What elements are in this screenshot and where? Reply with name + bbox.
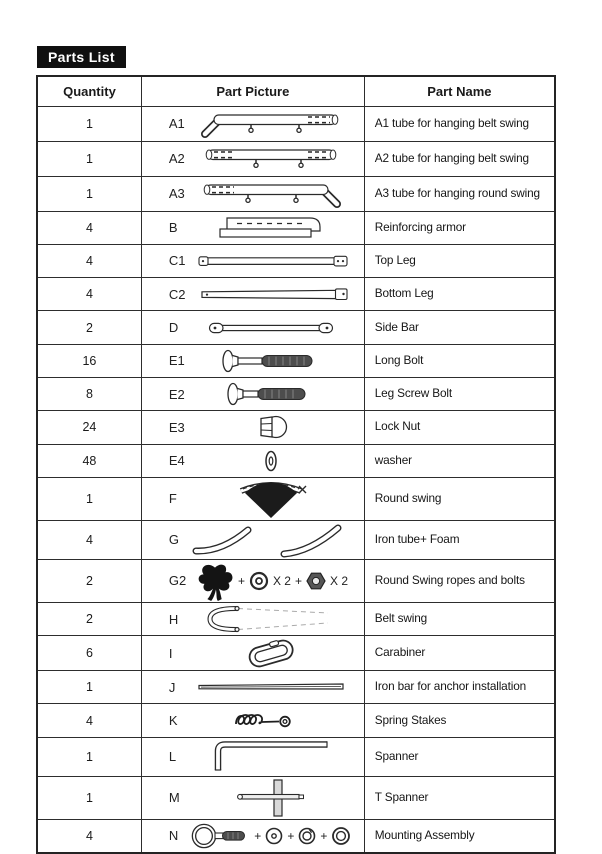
part-picture-cell [141, 377, 364, 410]
part-label: K [168, 713, 178, 729]
table-row [37, 444, 555, 477]
quantity-value: 4 [37, 520, 141, 559]
part-picture [184, 822, 364, 850]
part-label: J [168, 679, 176, 695]
table-row [37, 278, 555, 311]
tube-hanging-left-icon [196, 107, 346, 141]
part-label: G [168, 532, 180, 548]
part-label: L [168, 749, 177, 765]
header-part-picture: Part Picture [141, 76, 364, 106]
part-label: H [168, 611, 179, 627]
part-name: Bottom Leg [364, 278, 555, 311]
table-row [37, 211, 555, 244]
part-name: Side Bar [364, 311, 555, 344]
table-row [37, 141, 555, 176]
picture-text: + [254, 828, 262, 843]
quantity-value: 24 [37, 411, 141, 444]
part-label: C1 [168, 253, 186, 269]
part-picture-cell [141, 311, 364, 344]
part-picture-cell [141, 477, 364, 520]
top-leg-tube-icon [192, 252, 352, 270]
table-row [37, 176, 555, 211]
part-picture [185, 412, 364, 442]
tube-straight-icon [196, 142, 346, 176]
quantity-value: 1 [37, 737, 141, 776]
quantity-value: 4 [37, 278, 141, 311]
part-name: Reinforcing armor [364, 211, 555, 244]
table-row [37, 520, 555, 559]
part-picture-cell [141, 106, 364, 141]
part-picture [184, 521, 364, 559]
part-label: M [168, 790, 180, 806]
part-picture [185, 142, 364, 176]
table-row [37, 244, 555, 277]
belt-swing-icon [196, 603, 346, 635]
part-picture [184, 603, 364, 635]
part-picture [186, 252, 364, 270]
part-picture-cell [141, 141, 364, 176]
quantity-value: 2 [37, 559, 141, 602]
parts-table [36, 75, 556, 854]
table-row [37, 704, 555, 737]
part-picture [185, 107, 364, 141]
quantity-value: 1 [37, 671, 141, 704]
spring-stake-icon [232, 709, 310, 733]
part-picture-cell [141, 602, 364, 635]
quantity-value: 4 [37, 211, 141, 244]
table-row [37, 377, 555, 410]
part-picture [186, 560, 364, 602]
part-label: A2 [168, 151, 185, 166]
part-picture-cell [141, 344, 364, 377]
part-name: Leg Screw Bolt [364, 377, 555, 410]
part-picture [184, 777, 364, 819]
eye-bolt-icon [189, 822, 251, 850]
header-part-name: Part Name [364, 76, 555, 106]
part-label: B [168, 220, 178, 236]
table-row [37, 477, 555, 520]
table-row [37, 671, 555, 704]
part-label: A1 [168, 116, 185, 131]
part-name: Top Leg [364, 244, 555, 277]
part-name: Iron tube+ Foam [364, 520, 555, 559]
part-name: Mounting Assembly [364, 819, 555, 852]
washer-front-icon [264, 826, 284, 846]
quantity-value: 8 [37, 377, 141, 410]
part-label: E3 [168, 419, 185, 435]
bottom-leg-tube-icon [192, 285, 352, 303]
reinforcing-armor-icon [211, 213, 331, 243]
part-picture-cell [141, 737, 364, 776]
leg-screw-bolt-icon [221, 381, 321, 407]
lock-nut-icon [251, 412, 291, 442]
ring-washer-icon [248, 570, 270, 592]
part-picture [184, 709, 364, 733]
part-picture [184, 636, 364, 670]
table-row [37, 344, 555, 377]
part-name: T Spanner [364, 776, 555, 819]
table-header-row [37, 76, 555, 106]
part-picture-cell [141, 776, 364, 819]
part-picture-cell [141, 819, 364, 852]
table-row [37, 737, 555, 776]
table-row [37, 311, 555, 344]
quantity-value: 1 [37, 141, 141, 176]
part-name: Round Swing ropes and bolts [364, 559, 555, 602]
part-name: Spanner [364, 737, 555, 776]
quantity-value: 1 [37, 176, 141, 211]
part-picture-cell [141, 559, 364, 602]
part-label: I [168, 645, 173, 661]
picture-text: + [287, 828, 295, 843]
part-name: Spring Stakes [364, 704, 555, 737]
part-name: washer [364, 444, 555, 477]
tube-hanging-right-icon [196, 177, 346, 211]
long-bolt-icon [216, 348, 326, 374]
rope-knot-icon [195, 560, 235, 602]
quantity-value: 2 [37, 602, 141, 635]
part-label: E4 [168, 453, 185, 469]
part-name: A3 tube for hanging round swing [364, 176, 555, 211]
picture-text: X 2 [330, 573, 349, 588]
part-name: A1 tube for hanging belt swing [364, 106, 555, 141]
part-label: D [168, 320, 179, 336]
part-picture [184, 682, 364, 692]
part-name: Lock Nut [364, 411, 555, 444]
part-name: Carabiner [364, 636, 555, 671]
part-label: G2 [168, 573, 187, 589]
part-picture-cell [141, 704, 364, 737]
spring-washer-icon [297, 826, 317, 846]
part-name: Long Bolt [364, 344, 555, 377]
part-picture [184, 478, 364, 520]
part-picture [185, 348, 364, 374]
part-label: C2 [168, 286, 186, 302]
round-swing-icon [216, 478, 326, 520]
part-picture-cell [141, 244, 364, 277]
quantity-value: 2 [37, 311, 141, 344]
quantity-value: 48 [37, 444, 141, 477]
side-bar-icon [201, 320, 341, 336]
part-name: A2 tube for hanging belt swing [364, 141, 555, 176]
quantity-value: 16 [37, 344, 141, 377]
part-picture [184, 213, 364, 243]
part-picture-cell [141, 636, 364, 671]
quantity-value: 4 [37, 244, 141, 277]
table-row [37, 776, 555, 819]
part-picture [186, 285, 364, 303]
part-picture-cell [141, 444, 364, 477]
part-picture-cell [141, 520, 364, 559]
part-picture-cell [141, 671, 364, 704]
table-row [37, 636, 555, 671]
part-picture-cell [141, 211, 364, 244]
parts-list-badge: Parts List [37, 46, 126, 68]
picture-text: X 2 [272, 573, 291, 588]
part-label: N [168, 828, 179, 844]
part-label: A3 [168, 186, 185, 201]
washer-icon [262, 447, 280, 475]
picture-text: + [320, 828, 328, 843]
part-picture [184, 738, 364, 776]
part-label: E1 [168, 353, 185, 369]
table-row [37, 819, 555, 852]
part-label: F [168, 491, 177, 507]
table-row [37, 106, 555, 141]
iron-tube-foam-icon [186, 521, 356, 559]
table-row [37, 559, 555, 602]
allen-key-icon [201, 738, 341, 776]
part-picture-cell [141, 176, 364, 211]
part-picture [185, 381, 364, 407]
t-spanner-icon [221, 777, 321, 819]
picture-text: + [237, 573, 245, 588]
part-picture [185, 447, 364, 475]
quantity-value: 1 [37, 776, 141, 819]
picture-text: + [294, 573, 302, 588]
dark-nut-icon [305, 570, 327, 592]
part-name: Round swing [364, 477, 555, 520]
iron-bar-icon [191, 682, 351, 692]
part-picture [185, 177, 364, 211]
table-row [37, 411, 555, 444]
part-picture [184, 320, 364, 336]
quantity-value: 1 [37, 106, 141, 141]
header-quantity: Quantity [37, 76, 141, 106]
part-name: Belt swing [364, 602, 555, 635]
quantity-value: 4 [37, 704, 141, 737]
part-picture-cell [141, 278, 364, 311]
part-name: Iron bar for anchor installation [364, 671, 555, 704]
nut-front-icon [330, 825, 352, 847]
quantity-value: 6 [37, 636, 141, 671]
quantity-value: 4 [37, 819, 141, 852]
part-label: E2 [168, 386, 185, 402]
table-row [37, 602, 555, 635]
part-picture-cell [141, 411, 364, 444]
quantity-value: 1 [37, 477, 141, 520]
carabiner-icon [242, 636, 300, 670]
